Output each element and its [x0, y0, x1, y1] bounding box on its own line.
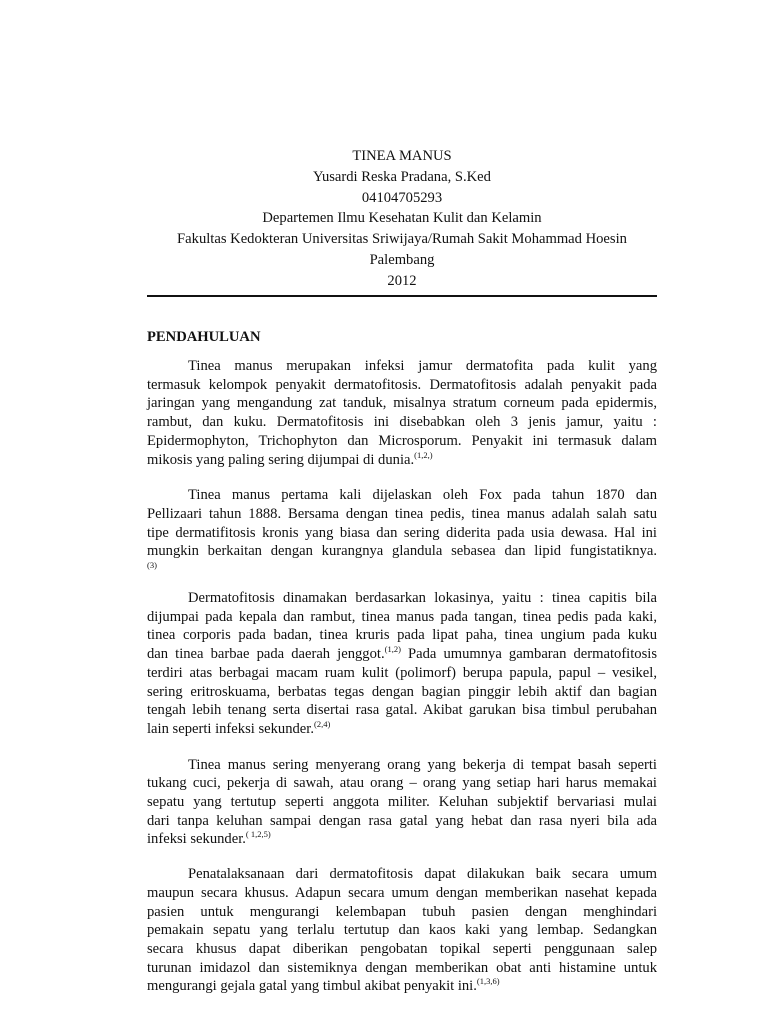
paragraph-line: Tinea manus pertama kali dijelaskan oleh Fox pada tahun 1870 dan [188, 487, 657, 504]
paragraph-line [147, 451, 657, 470]
author-name: Yusardi Reska Pradana, S.Ked [313, 168, 491, 185]
department-name: Departemen Ilmu Kesehatan Kulit dan Kelamin [262, 210, 542, 227]
paragraph-line: secara khusus dapat diberikan pengobatan topikal seperti penggunaan salep [147, 940, 657, 957]
paragraph-line: sepatu yang tertutup seperti anggota militer. Keluhan subjektif bervariasi mulai [147, 794, 657, 811]
paragraph-line: dari tanpa keluhan sampai dengan rasa gatal yang hebat dan rasa nyeri bila ada [147, 812, 657, 829]
line-text: dan tinea barbae pada daerah jenggot. [147, 646, 385, 663]
paragraph-line [147, 645, 657, 664]
paragraph-line: Epidermophyton, Trichophyton dan Microsporum. Penyakit ini termasuk dalam [147, 432, 657, 449]
paragraph-line: tukang cuci, pekerja di sawah, atau orang – orang yang setiap hari harus memakai [147, 775, 657, 792]
line-text: infeksi sekunder. [147, 831, 246, 848]
paragraph-line: pasien untuk mengurangi kelembapan tubuh pasien dengan menghindari [147, 903, 657, 920]
paragraph-line: pemakain sepatu yang terlalu tertutup dan kaos kaki yang lembap. Sedangkan [147, 922, 657, 939]
student-id: 04104705293 [361, 189, 443, 206]
paragraph-line: Pellizaari tahun 1888. Bersama dengan tinea pedis, tinea manus adalah salah satu [147, 505, 657, 522]
line-text: mengurangi gejala gatal yang timbul akibat penyakit ini. [147, 978, 477, 995]
document-header [147, 146, 657, 292]
citation-ref: (1,2) [384, 644, 401, 655]
paragraph-line: Tinea manus merupakan infeksi jamur dermatofita pada kulit yang [188, 358, 657, 374]
paragraph-line: Dermatofitosis dinamakan berdasarkan lokasinya, yaitu : tinea capitis bila [188, 590, 657, 607]
citation-ref: (2,4) [313, 718, 331, 729]
paragraph-line: Penatalaksanaan dari dermatofitosis dapat dilakukan baik secara umum [188, 866, 657, 883]
paragraph-line: dijumpai pada kepala dan rambut, tinea manus pada tangan, tinea pedis pada kaki, [147, 608, 657, 625]
document-title: TINEA MANUS [352, 148, 452, 164]
citation-ref: (1,3,6) [476, 976, 500, 987]
publication-year: 2012 [387, 272, 417, 289]
faculty-name: Fakultas Kedokteran Universitas Sriwijaya/Rumah Sakit Mohammad Hoesin [177, 231, 627, 248]
paragraph-line: tipe dermatifitosis kronis yang biasa dan sering diderita pada usia dewasa. Hal ini [147, 524, 657, 541]
paragraph-line: tinea corporis pada badan, tinea kruris pada lipat paha, tinea ungium pada kuku [147, 627, 657, 644]
paragraph-line: Tinea manus sering menyerang orang yang bekerja di tempat basah seperti [188, 756, 657, 773]
section-heading: PENDAHULUAN [147, 329, 261, 345]
paragraph-5 [147, 865, 657, 996]
city-name: Palembang [369, 251, 435, 268]
paragraph-line [147, 977, 657, 996]
line-text: lain seperti infeksi sekunder. [147, 720, 314, 737]
paragraph-line: tengah lebih tenang serta disertai rasa gatal. Akibat garukan bisa timbul perubahan [147, 702, 657, 719]
paragraph-line [147, 830, 657, 849]
paragraph-line: rambut, dan kuku. Dermatofitosis ini disebabkan oleh 3 jenis jamur, yaitu : [147, 414, 657, 431]
paragraph-4 [147, 756, 657, 850]
paragraph-1 [147, 357, 657, 469]
paragraph-line: jaringan yang mengandung zat tanduk, misalnya stratum corneum pada epidermis, [147, 395, 657, 412]
citation-ref: ( 1,2,5) [245, 829, 271, 840]
document-body [147, 357, 657, 996]
paragraph-line: terdiri atas berbagai macam ruam kulit (polimorf) berupa papula, papul – vesikel, [147, 664, 657, 681]
citation-ref: (3) [147, 560, 157, 571]
paragraph-line: sering eritroskuama, berbatas tegas dengan bagian pinggir lebih aktif dan bagian [147, 683, 657, 700]
paragraph-line [147, 720, 657, 739]
line-text: Pada umumnya gambaran dermatofitosis [400, 646, 658, 663]
paragraph-line: mungkin berkaitan dengan kurangnya glandula sebasea dan lipid fungistatiknya. [147, 543, 657, 560]
paragraph-line: termasuk kelompok penyakit dermatofitosis. Dermatofitosis adalah penyakit pada [147, 376, 657, 393]
paragraph-3 [147, 589, 657, 739]
paragraph-line: turunan imidazol dan sistemiknya dengan memberikan obat anti histamine untuk [147, 959, 657, 976]
paragraph-line: maupun secara khusus. Adapun secara umum dengan memberikan nasehat kepada [147, 884, 657, 901]
line-text: mikosis yang paling sering dijumpai di dunia. [147, 451, 415, 468]
citation-ref: (1,2,) [414, 449, 433, 460]
paragraph-2 [147, 486, 657, 570]
header-divider [147, 295, 657, 297]
